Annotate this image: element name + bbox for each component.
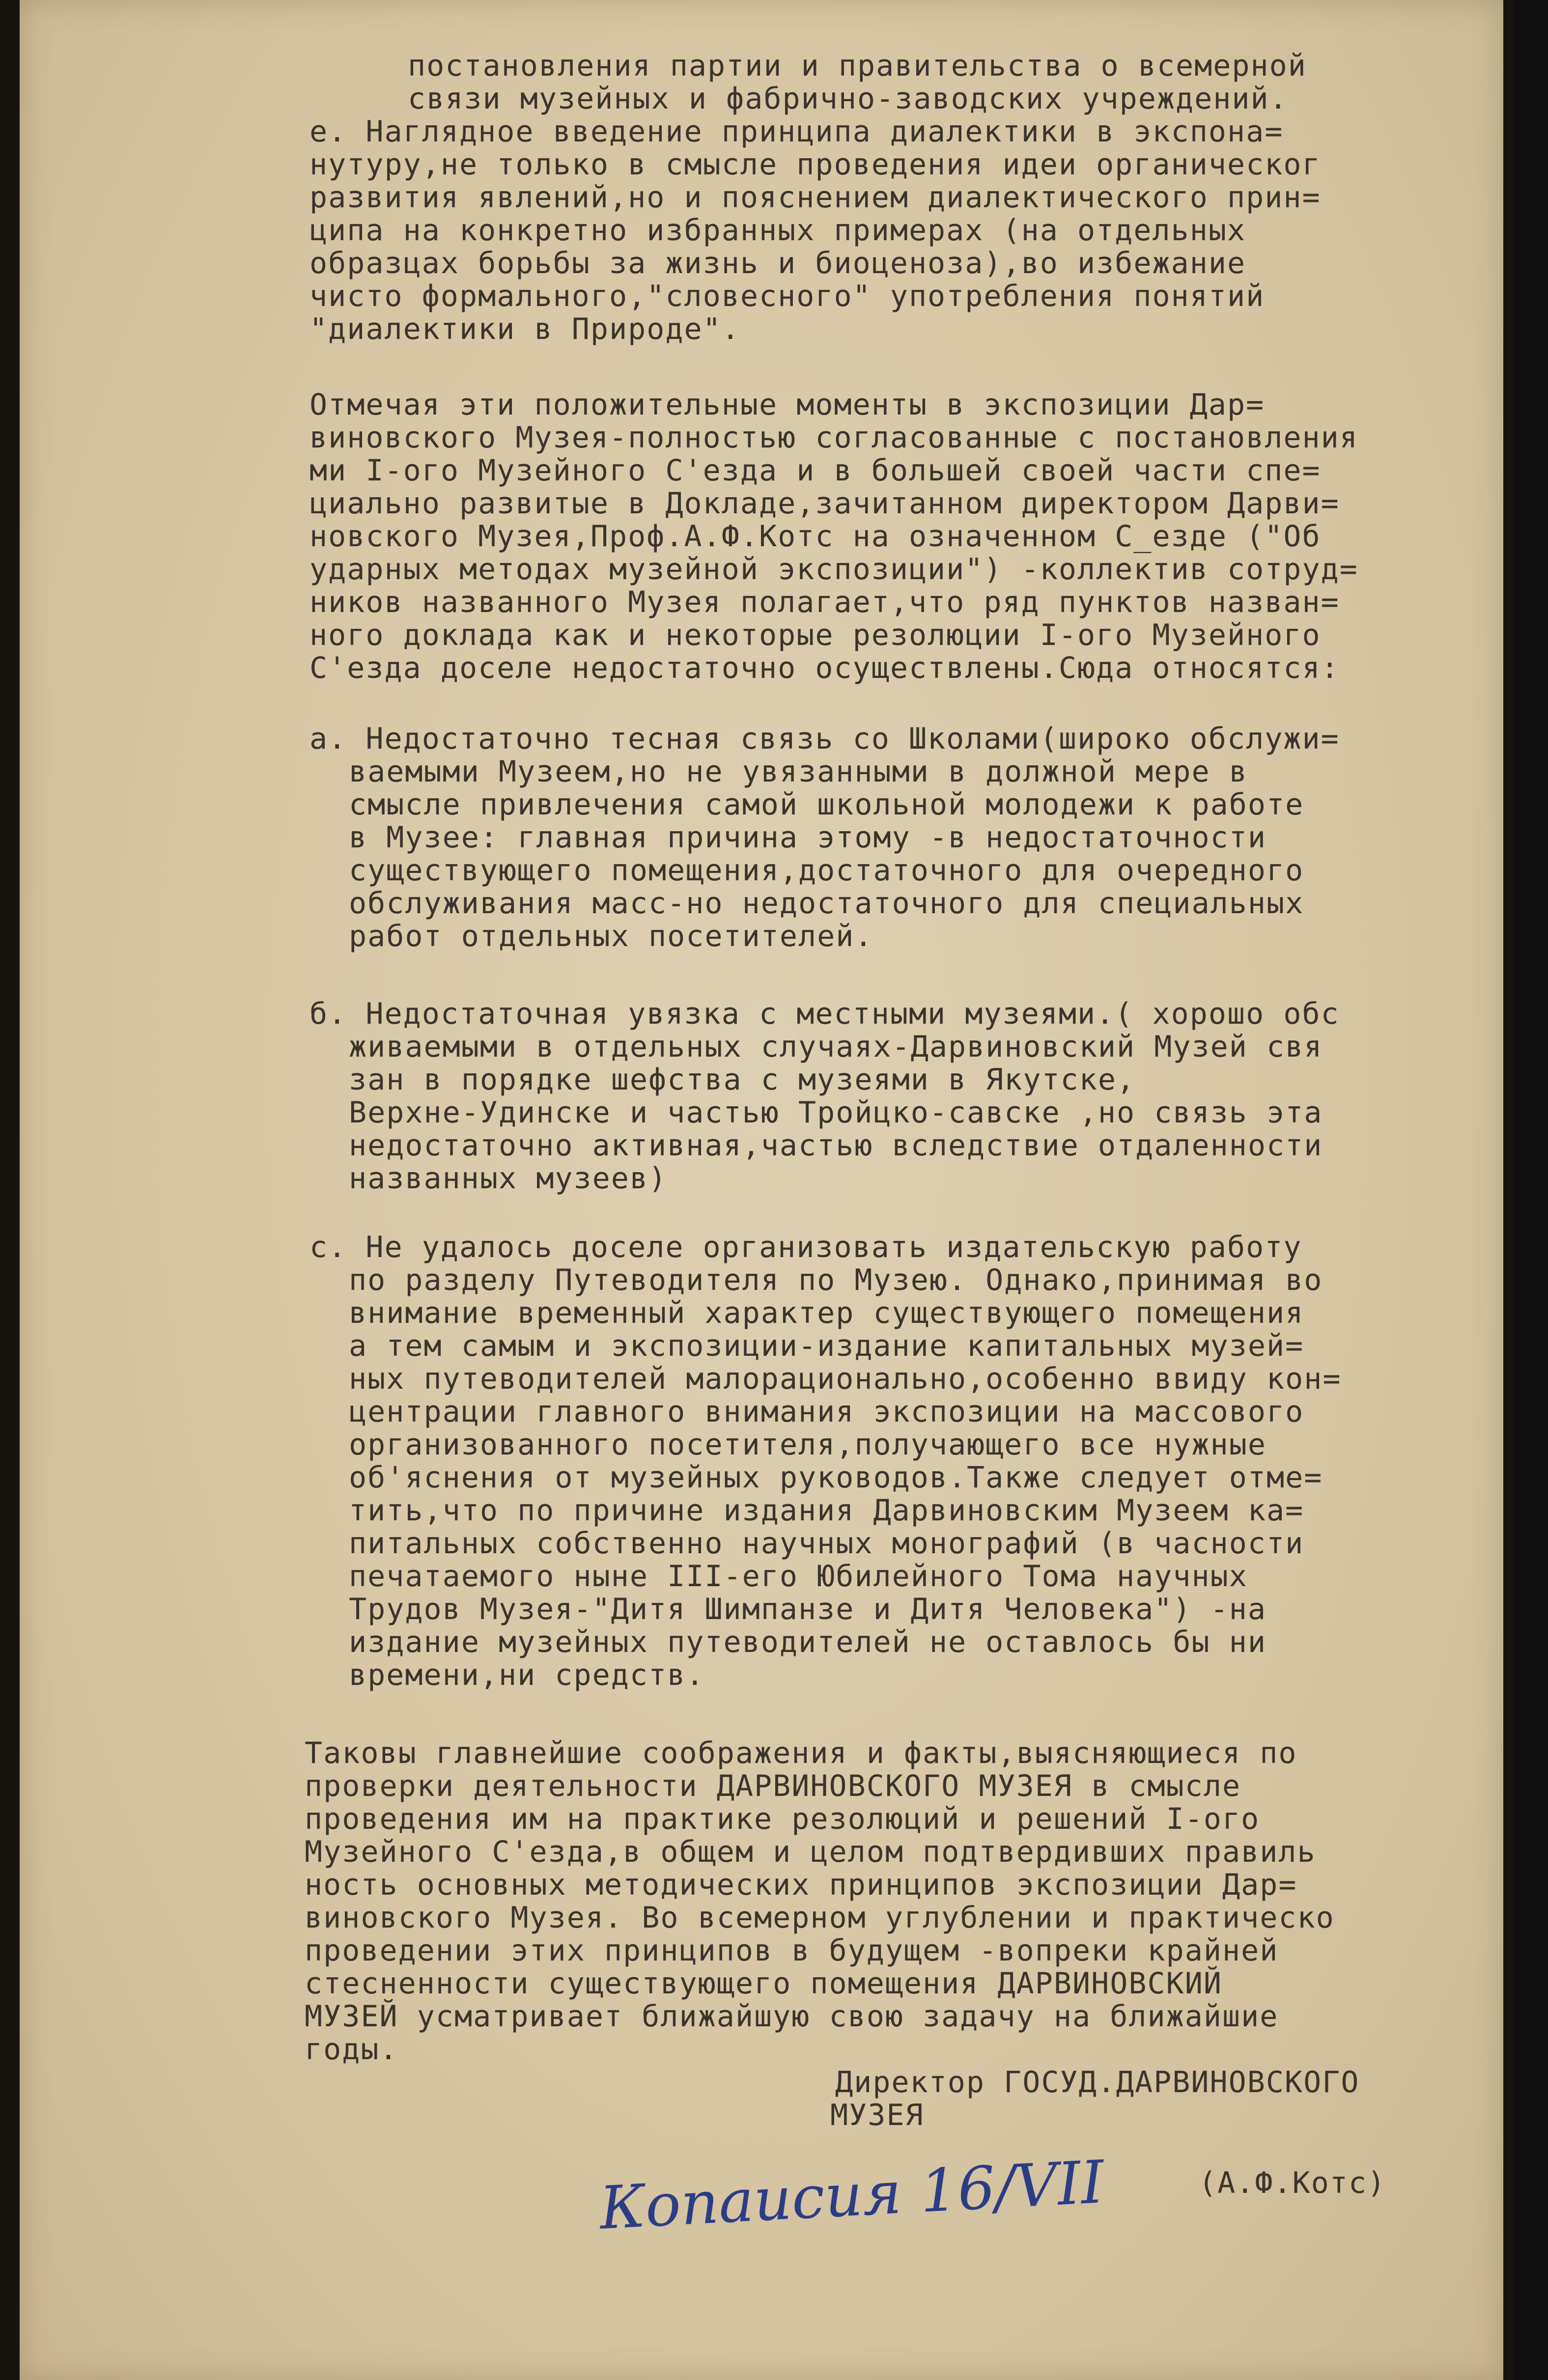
- text-line: ми I-ого Музейного С'езда и в большей своей части спе=: [310, 453, 1321, 488]
- text-line: тить,что по причине издания Дарвиновским Музеем ка=: [349, 1493, 1304, 1528]
- text-line: стесненности существующего помещения ДАРВИНОВСКИЙ: [305, 1966, 1223, 2001]
- text-line: центрации главного внимания экспозиции на массового: [349, 1395, 1304, 1429]
- text-line: названных музеев): [349, 1161, 668, 1196]
- text-line: образцах борьбы за жизнь и биоценоза),во избежание: [310, 246, 1246, 280]
- text-line: проверки деятельности ДАРВИНОВСКОГО МУЗЕЯ в смысле: [305, 1769, 1241, 1803]
- text-line: по разделу Путеводителя по Музею. Однако,принимая во: [349, 1263, 1323, 1297]
- page-edge-shadow: [1514, 0, 1548, 2380]
- text-line: чисто формального,"словесного" употребления понятий: [310, 279, 1265, 313]
- text-line: МУЗЕЯ: [830, 2098, 924, 2132]
- text-line: времени,ни средств.: [349, 1658, 705, 1692]
- text-line: б. Недостаточная увязка с местными музеями.( хорошо обс: [310, 997, 1340, 1031]
- text-line: ников названного Музея полагает,что ряд пунктов назван=: [310, 585, 1340, 619]
- text-line: Музейного С'езда,в общем и целом подтвердивших правиль: [305, 1835, 1316, 1869]
- text-line: годы.: [305, 2032, 398, 2067]
- text-line: обслуживания масс-но недостаточного для специальных: [349, 886, 1304, 921]
- text-line: е. Наглядное введение принципа диалектики в экспона=: [310, 114, 1284, 149]
- text-line: постановления партии и правительства о всемерной: [408, 49, 1307, 83]
- text-line: (А.Ф.Котс): [1199, 2166, 1386, 2200]
- text-line: С'езда доселе недостаточно осуществлены.Сюда относятся:: [310, 651, 1340, 685]
- text-line: а. Недостаточно тесная связь со Школами(широко обслужи=: [310, 722, 1340, 756]
- text-line: работ отдельных посетителей.: [349, 919, 873, 953]
- text-line: ваемыми Музеем,но не увязанными в должной мере в: [349, 755, 1248, 789]
- text-line: зан в порядке шефства с музеями в Якутске,: [349, 1063, 1136, 1097]
- text-line: проведении этих принципов в будущем -вопреки крайней: [305, 1933, 1279, 1968]
- text-line: Верхне-Удинске и частью Тройцко-савске ,но связь эта: [349, 1095, 1323, 1130]
- text-line: смысле привлечения самой школьной молодежи к работе: [349, 787, 1304, 822]
- text-line: проведения им на практике резолюций и решений I-ого: [305, 1802, 1260, 1836]
- document-page: [20, 0, 1503, 2380]
- text-line: ципа на конкретно избранных примерах (на отдельных: [310, 213, 1246, 248]
- text-line: недостаточно активная,частью вследствие отдаленности: [349, 1128, 1323, 1163]
- text-line: "диалектики в Природе".: [310, 312, 740, 346]
- text-line: организованного посетителя,получающего все нужные: [349, 1428, 1267, 1462]
- text-line: виновского Музея. Во всемерном углублении и практическо: [305, 1901, 1335, 1935]
- text-line: питальных собственно научных монографий (в часности: [349, 1526, 1304, 1561]
- text-line: живаемыми в отдельных случаях-Дарвиновский Музей свя: [349, 1030, 1323, 1064]
- text-line: ударных методах музейной экспозиции") -коллектив сотруд=: [310, 552, 1358, 587]
- text-line: ного доклада как и некоторые резолюции I-ого Музейного: [310, 618, 1321, 652]
- text-line: в Музее: главная причина этому -в недостаточности: [349, 820, 1267, 855]
- text-line: Отмечая эти положительные моменты в экспозиции Дар=: [310, 388, 1265, 422]
- text-line: Трудов Музея-"Дитя Шимпанзе и Дитя Человека") -на: [349, 1592, 1267, 1626]
- text-line: новского Музея,Проф.А.Ф.Котс на означенном С_езде ("Об: [310, 519, 1321, 554]
- text-line: с. Не удалось доселе организовать издательскую работу: [310, 1230, 1302, 1264]
- text-line: Директор ГОСУД.ДАРВИНОВСКОГО: [835, 2065, 1360, 2100]
- text-line: МУЗЕЙ усматривает ближайшую свою задачу на ближайшие: [305, 1999, 1279, 2034]
- text-line: ность основных методических принципов экспозиции Дар=: [305, 1868, 1297, 1902]
- text-line: связи музейных и фабрично-заводских учреждений.: [408, 82, 1288, 116]
- text-line: а тем самым и экспозиции-издание капитальных музей=: [349, 1329, 1304, 1363]
- text-line: об'яснения от музейных руководов.Также следует отме=: [349, 1460, 1323, 1495]
- text-line: внимание временный характер существующего помещения: [349, 1296, 1304, 1330]
- text-line: печатаемого ныне III-его Юбилейного Тома научных: [349, 1559, 1248, 1594]
- text-line: виновского Музея-полностью согласованные с постановления: [310, 420, 1358, 455]
- text-line: существующего помещения,достаточного для очередного: [349, 853, 1304, 888]
- text-line: циально развитые в Докладе,зачитанном директором Дарви=: [310, 486, 1340, 521]
- text-line: издание музейных путеводителей не оставлось бы ни: [349, 1625, 1267, 1659]
- text-line: нутуру,не только в смысле проведения идеи органическог: [310, 147, 1321, 182]
- text-line: развития явлений,но и пояснением диалектического прин=: [310, 180, 1321, 215]
- text-line: Таковы главнейшие соображения и факты,выясняющиеся по: [305, 1736, 1297, 1770]
- text-line: ных путеводителей малорационально,особенно ввиду кон=: [349, 1362, 1342, 1396]
- handwritten-note: Копаисия 16/VII: [598, 2148, 1106, 2243]
